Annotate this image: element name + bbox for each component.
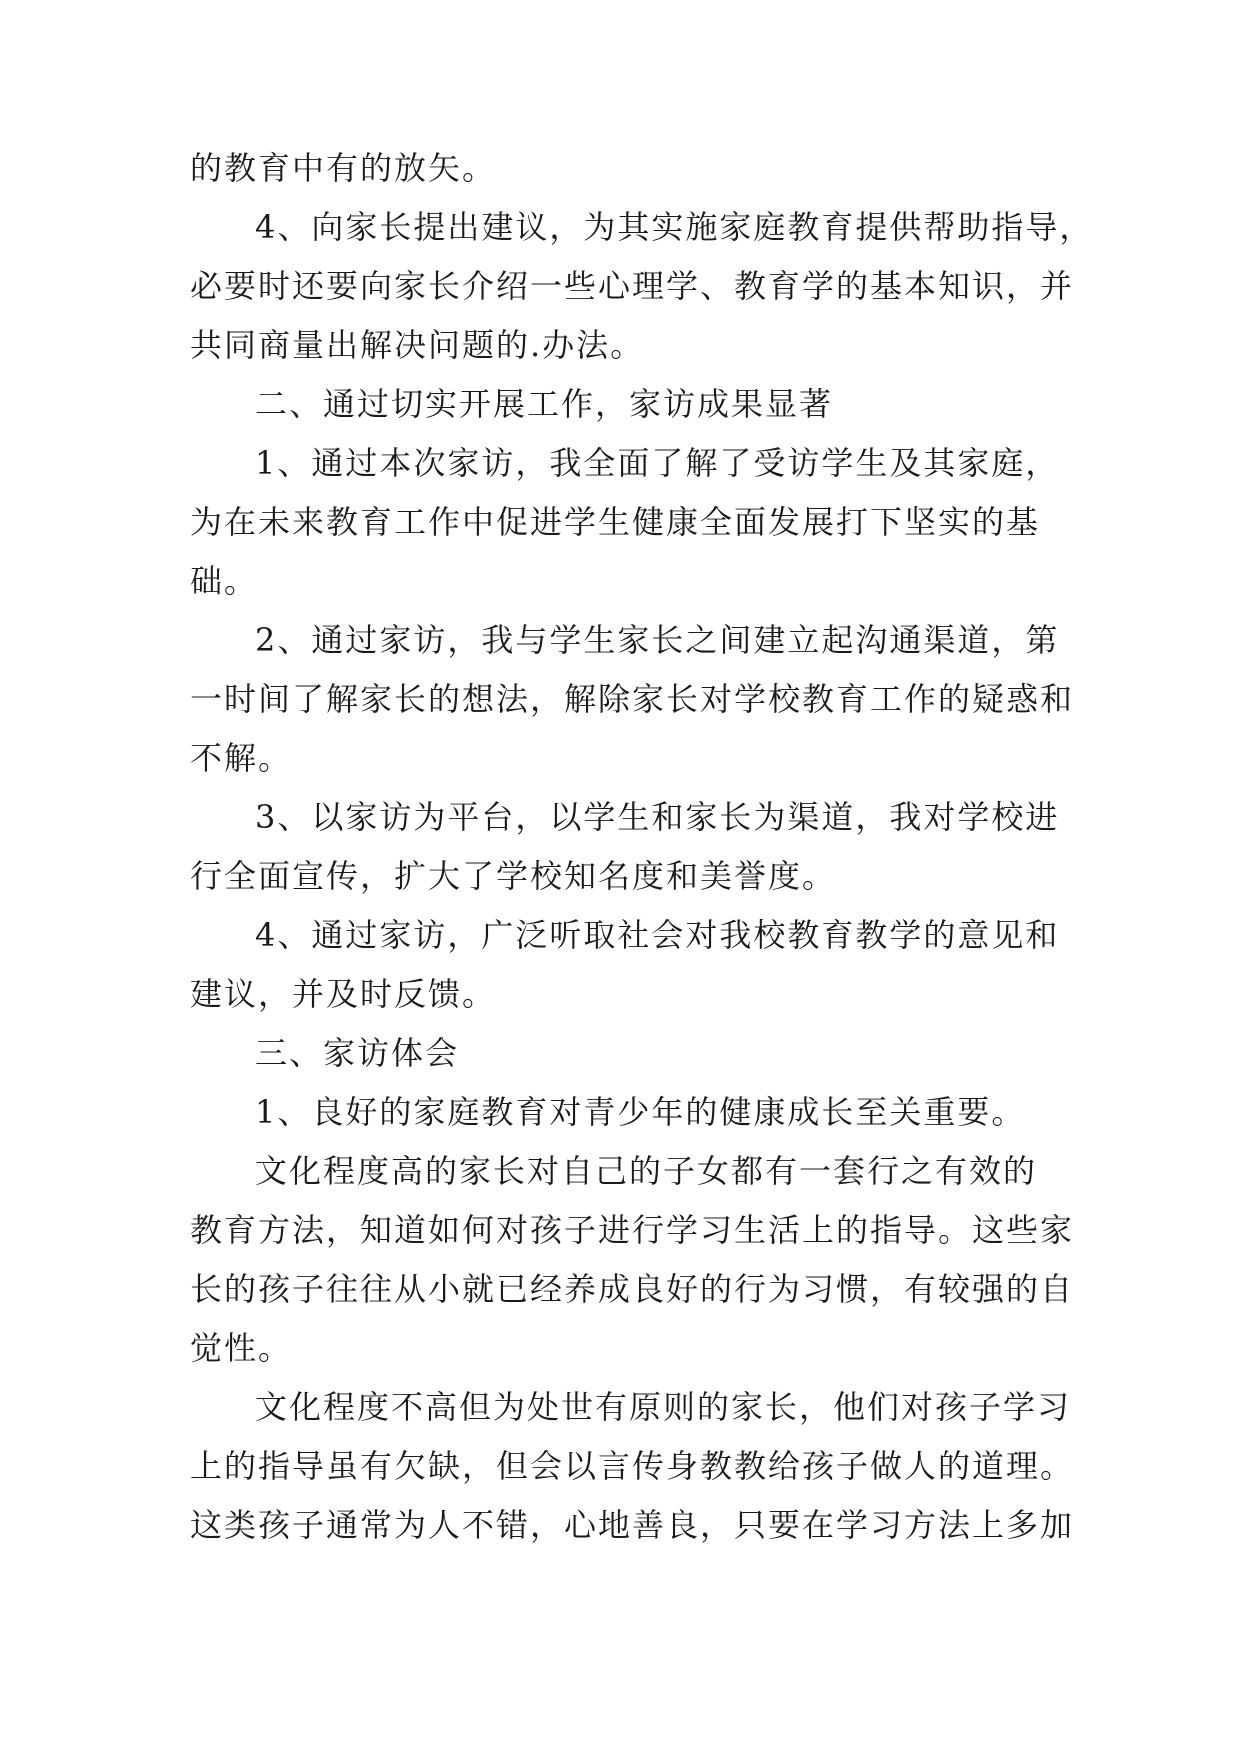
text-line: 3、以家访为平台，以学生和家长为渠道，我对学校进 xyxy=(255,798,1060,836)
text-line: 必要时还要向家长介绍一些心理学、教育学的基本知识，并 xyxy=(190,267,1075,305)
text-line: 上的指导虽有欠缺，但会以言传身教教给孩子做人的道理。 xyxy=(190,1447,1075,1485)
text-line: 共同商量出解决问题的.办法。 xyxy=(190,326,645,364)
text-line: 建议，并及时反馈。 xyxy=(190,975,497,1013)
text-line: 长的孩子往往从小就已经养成良好的行为习惯，有较强的自 xyxy=(190,1270,1075,1308)
section-heading: 三、家访体会 xyxy=(255,1034,460,1072)
text-line: 4、通过家访，广泛听取社会对我校教育教学的意见和 xyxy=(255,916,1060,954)
text-line: 1、通过本次家访，我全面了解了受访学生及其家庭， xyxy=(255,444,1060,482)
text-line: 行全面宣传，扩大了学校知名度和美誉度。 xyxy=(190,857,837,895)
text-line: 的教育中有的放矢。 xyxy=(190,149,497,187)
text-line: 础。 xyxy=(190,562,259,600)
text-line: 教育方法，知道如何对孩子进行学习生活上的指导。这些家 xyxy=(190,1211,1075,1249)
text-line: 为在未来教育工作中促进学生健康全面发展打下坚实的基 xyxy=(190,503,1041,541)
section-heading: 二、通过切实开展工作，家访成果显著 xyxy=(255,385,834,423)
text-line: 一时间了解家长的想法，解除家长对学校教育工作的疑惑和 xyxy=(190,680,1075,718)
text-line: 文化程度不高但为处世有原则的家长，他们对孩子学习 xyxy=(255,1388,1072,1426)
text-line: 觉性。 xyxy=(190,1329,293,1367)
text-line: 4、向家长提出建议，为其实施家庭教育提供帮助指导， xyxy=(255,208,1094,246)
text-line: 这类孩子通常为人不错，心地善良，只要在学习方法上多加 xyxy=(190,1506,1075,1544)
text-line: 2、通过家访，我与学生家长之间建立起沟通渠道，第 xyxy=(255,621,1060,659)
text-line: 文化程度高的家长对自己的子女都有一套行之有效的 xyxy=(255,1152,1038,1190)
text-line: 不解。 xyxy=(190,739,293,777)
text-line: 1、良好的家庭教育对青少年的健康成长至关重要。 xyxy=(255,1093,1026,1131)
